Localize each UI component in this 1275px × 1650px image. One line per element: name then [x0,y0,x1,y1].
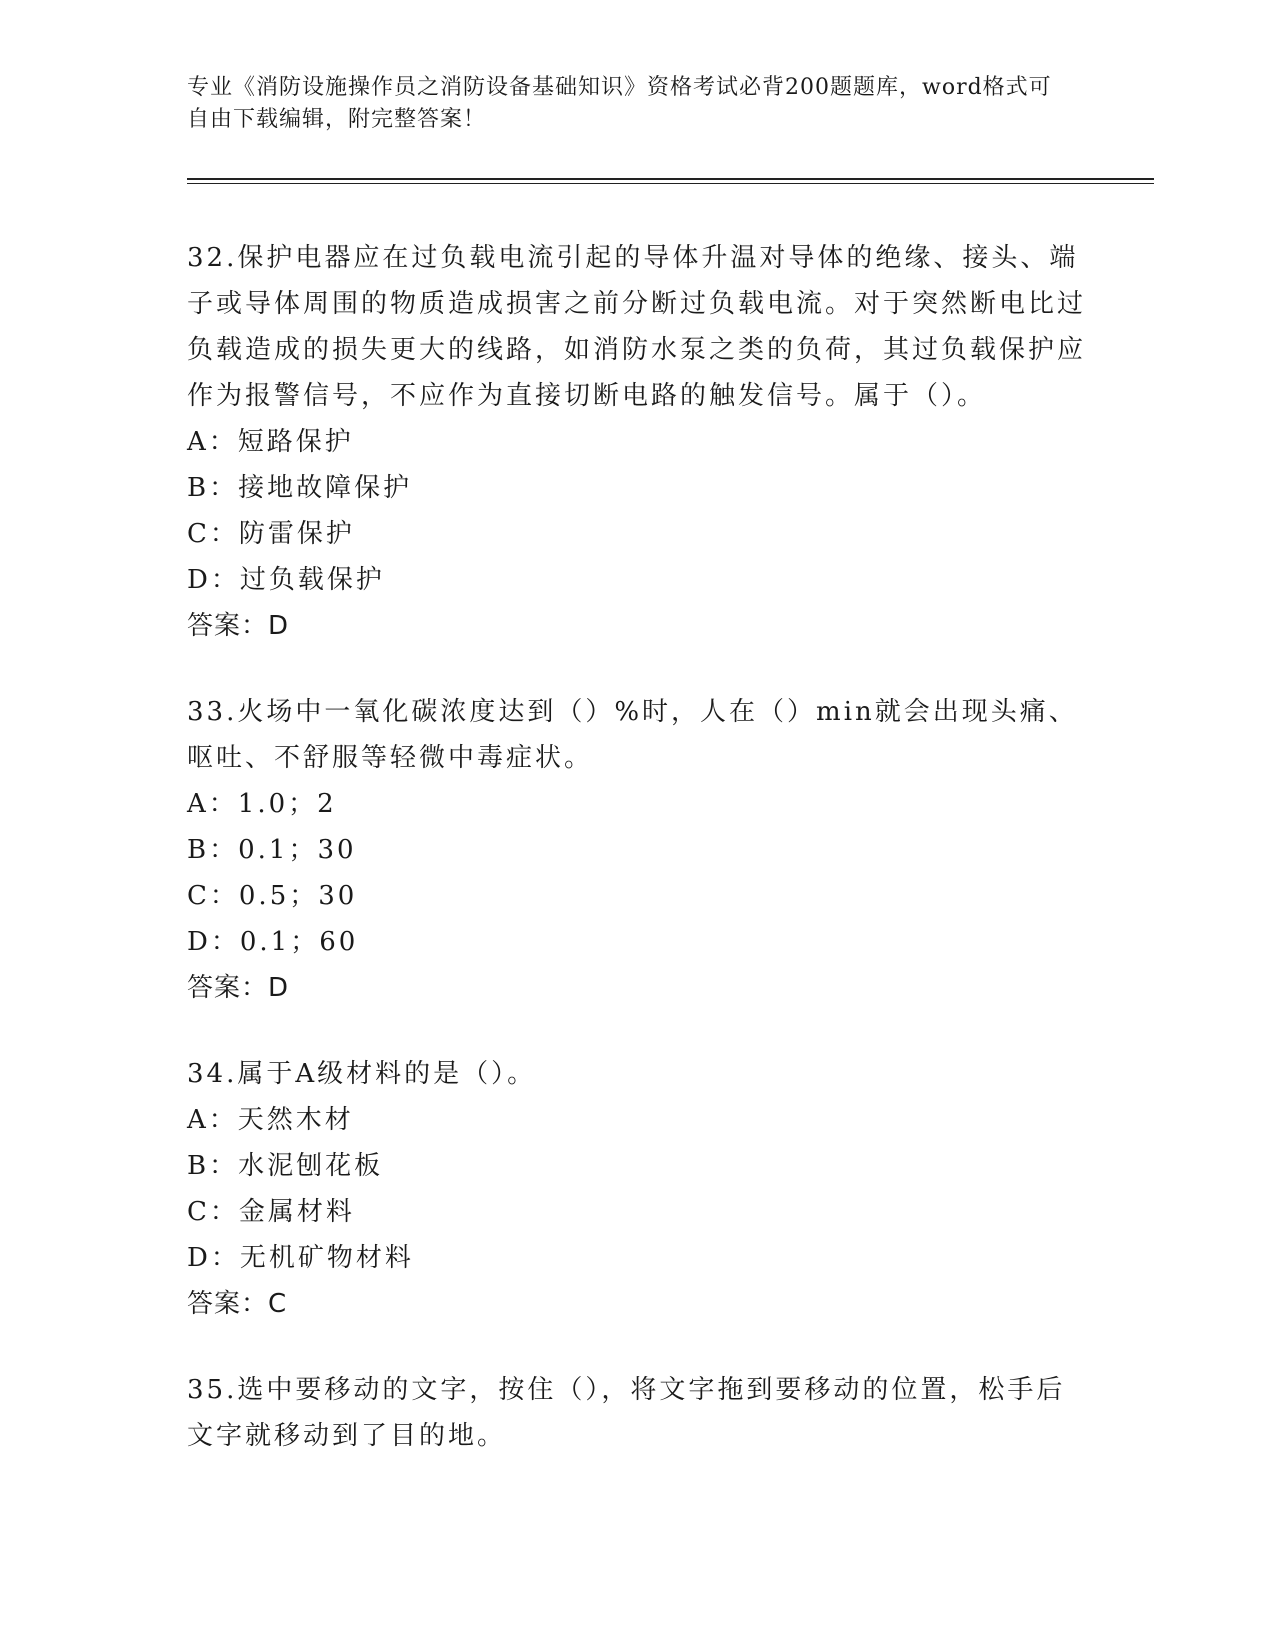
answer: 答案：D [187,973,290,1003]
option-c: C：金属材料 [187,1197,355,1227]
question-stem: 35.选中要移动的文字，按住（），将文字拖到要移动的位置，松手后文字就移动到了目的地。 [187,1375,1066,1451]
option-b: B：水泥刨花板 [187,1151,384,1181]
option-d: D：无机矿物材料 [187,1243,414,1273]
option-d: D：0.1；60 [187,927,359,957]
question-stem: 32.保护电器应在过负载电流引起的导体升温对导体的绝缘、接头、端子或导体周围的物质造成损害之前分断过负载电流。对于突然断电比过负载造成的损失更大的线路，如消防水泵之类的负荷，其过负载保护应作为报警信号，不应作为直接切断电路的触发信号。属于（）。 [187,243,1087,411]
document-header: 专业《消防设施操作员之消防设备基础知识》资格考试必背200题题库，word格式可自由下载编辑，附完整答案！ [187,75,1052,132]
option-c: C：防雷保护 [187,519,355,549]
option-a: A：天然木材 [187,1105,354,1135]
header-divider-thin [187,183,1154,184]
question-stem: 34.属于A级材料的是（）。 [187,1059,537,1089]
question-list [187,235,1087,1499]
question-35 [187,1367,1087,1459]
header-divider-thick [187,178,1154,180]
question-34 [187,1051,1087,1327]
question-33 [187,689,1087,1011]
option-b: B：0.1；30 [187,835,357,865]
option-c: C：0.5；30 [187,881,358,911]
option-b: B：接地故障保护 [187,473,413,503]
answer: 答案：C [187,1289,288,1319]
question-stem: 33.火场中一氧化碳浓度达到（）%时，人在（）min就会出现头痛、呕吐、不舒服等轻微中毒症状。 [187,697,1078,773]
question-32 [187,235,1087,649]
option-a: A：短路保护 [187,427,354,457]
answer: 答案：D [187,611,290,641]
option-a: A：1.0；2 [187,789,337,819]
option-d: D：过负载保护 [187,565,385,595]
